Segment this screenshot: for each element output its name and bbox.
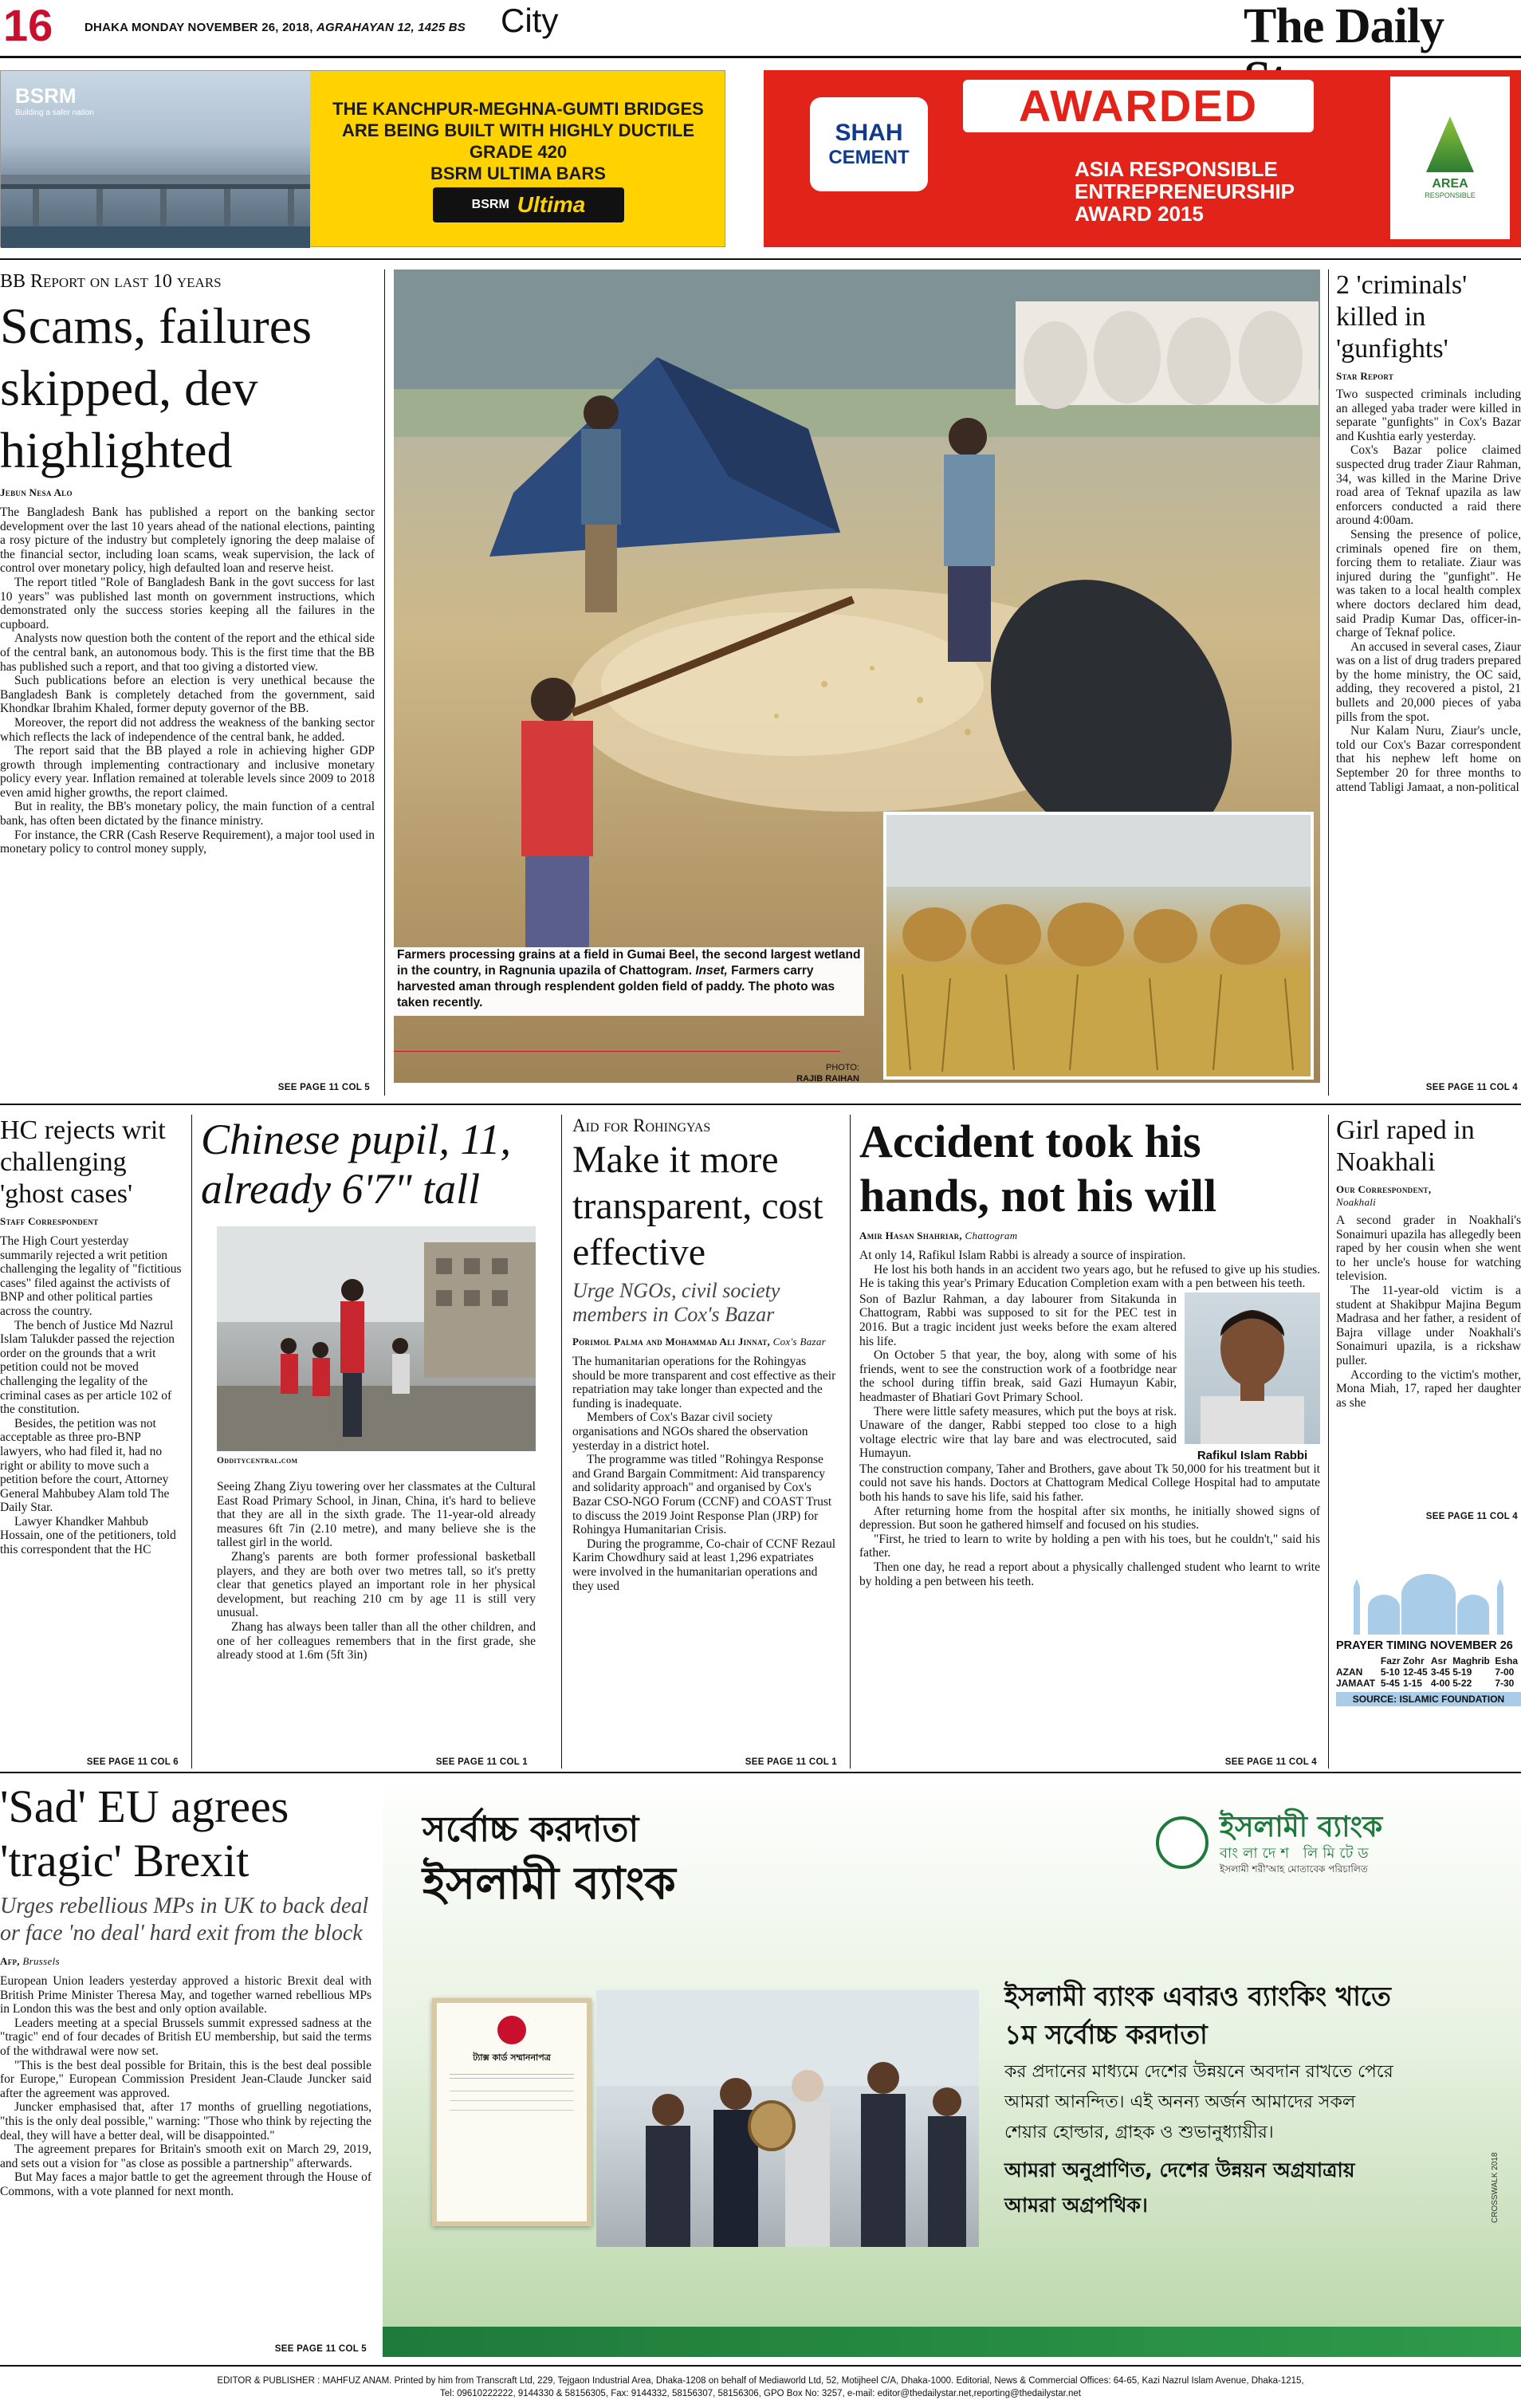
main-photo-farmers[interactable] xyxy=(394,270,1320,1083)
certificate-emblem xyxy=(497,2016,526,2044)
section-name: City xyxy=(501,2,559,39)
tax-card-certificate: ট্যাক্স কার্ড সম্মাননাপত্র xyxy=(432,1998,592,2226)
story-headline[interactable]: Make it more transparent, cost effective xyxy=(572,1139,823,1273)
portrait-illustration xyxy=(1185,1293,1320,1444)
rabbi-photo-block xyxy=(1185,1293,1320,1462)
column-rule xyxy=(191,1115,192,1769)
awarded-banner: AWARDED xyxy=(963,80,1314,132)
bsrm-ultima-logo: BSRM Ultima xyxy=(433,187,624,222)
column-rule xyxy=(1328,270,1329,1096)
award-text: ASIA RESPONSIBLE ENTREPRENEURSHIP AWARD 2015 xyxy=(1075,157,1295,226)
pupil-photo[interactable] xyxy=(217,1226,536,1451)
continued-link[interactable]: SEE PAGE 11 COL 5 xyxy=(274,2344,367,2354)
story-byline: Our Correspondent, Noakhali xyxy=(1336,1183,1432,1208)
continued-link[interactable]: SEE PAGE 11 COL 5 xyxy=(277,1083,370,1092)
shah-cement-ad[interactable] xyxy=(764,70,1521,247)
story-headline[interactable]: Accident took his hands, not his will xyxy=(859,1115,1217,1222)
continued-link[interactable]: SEE PAGE 11 COL 4 xyxy=(1224,1757,1317,1767)
mosque-icon xyxy=(1336,1563,1521,1635)
story-rohingya-aid xyxy=(572,1115,840,1767)
continued-link[interactable]: SEE PAGE 11 COL 4 xyxy=(1425,1512,1518,1521)
story-hc-writ xyxy=(0,1115,182,1767)
story-body-with-photo xyxy=(859,1293,1320,1462)
continued-link[interactable]: SEE PAGE 11 COL 4 xyxy=(1425,1083,1518,1092)
bsrm-ad[interactable] xyxy=(0,70,725,247)
header-rule xyxy=(0,56,1521,58)
prayer-col-esha: Esha xyxy=(1495,1655,1518,1666)
column-rule xyxy=(1328,1115,1329,1769)
prayer-col-maghrib: Maghrib xyxy=(1452,1655,1490,1666)
inset-photo-paddy[interactable] xyxy=(883,812,1314,1080)
story-body-top: At only 14, Rafikul Islam Rabbi is already a source of inspiration. He lost his both hands in an accident two years ago, but he refused to give up his studies. He is taking this year's Primary Education Completion exam with a pen between his teeth. xyxy=(859,1249,1320,1291)
islami-bank-ad[interactable] xyxy=(383,1776,1521,2357)
column-rule xyxy=(384,270,385,1096)
ad-title: সর্বোচ্চ করদাতা ইসলামী ব্যাংক xyxy=(422,1809,676,1910)
story-bb-report xyxy=(0,270,375,1092)
story-byline: Jebun Nesa Alo xyxy=(0,486,73,498)
story-body: Two suspected criminals including an alleged yaba trader were killed in separate "gunfights" in Cox's Bazar and Kushtia early yesterday. Cox's Bazar police claimed suspected drug trader Ziaur Rahman, 34, was killed in the Marine Drive road area of Teknaf upazila as law enforcers conducted a raid there around 4:00am. Sensing the presence of police, criminals opened fire on them, forcing them to retaliate. Ziaur was injured during the "gunfight". He was taken to a local health complex where doctors declared him dead, said Pradip Kumar Das, officer-in-charge of Teknaf police. An accused in several cases, Ziaur was on a list of drug traders prepared by the home ministry, the OC said, adding, they recovered a pistol, 21 bullets and 20,000 pieces of yaba pills from the spot. Nur Kalam Nuru, Ziaur's uncle, told our Cox's Bazar correspondent that his nephew left home on September 20 for three months to attend Tabligi Jamaat, a non-political xyxy=(1336,388,1521,794)
column-rule xyxy=(561,1115,562,1769)
masthead: The Daily xyxy=(1244,0,1444,53)
story-body: Seeing Zhang Ziyu towering over her classmates at the Cultural East Road Primary School, in Jinan, China, it's hard to believe that they are all in the sixth grade. The 11-year-old already measures 6ft 7in (2.10 metre), and many believe she is the tallest girl in the world. Zhang's parents are both former professional basketball players, and they are both over two metres tall, so it's pretty clear that genetics played an important role in her physical development, but reaching 210 cm by age 11 is still very unusual. Zhang has always been taller than all the other children, and one of her colleagues remembers that in the first grade, she already stood at 1.6m (5ft 3in) xyxy=(217,1480,536,1662)
story-byline: Afp, Brussels xyxy=(0,1955,60,1967)
story-gunfights xyxy=(1336,270,1521,1092)
prayer-col-asr: Asr xyxy=(1430,1655,1447,1666)
story-byline: Amir Hasan Shahriar, Chattogram xyxy=(859,1230,1018,1241)
story-byline: Staff Correspondent xyxy=(0,1215,99,1227)
story-headline[interactable]: Scams, failures skipped, dev highlighted xyxy=(0,297,312,478)
story-body-left: Son of Bazlur Rahman, a day labourer from Sitakunda in Chattogram, Rabbi was supposed to sit for the PEC test in 2016. But a tragic incident just weeks before the exam altered his life. On October 5 that year, the boy, along with some of his friends, went to see the construction work of a footbridge near the school during tiffin break, said Gazi Humayun Kabir, headmaster of Bhatiari Govt Primary School. There were little safety measures, which put the boys at risk. Unaware of the danger, Rabbi stepped too close to a high voltage electric wire that lay bare and was electrocuted, said Humayun. xyxy=(859,1292,1177,1461)
story-kicker: Aid for Rohingyas xyxy=(572,1115,711,1135)
imprint: EDITOR & PUBLISHER : MAHFUZ ANAM. Printed by him from Transcraft Ltd, 229, Tejgaon Industrial Area, Dhaka-1208 on behalf of Mediaworld Ltd, 52, Motijheel C/A, Dhaka-1000. Editorial, News & Commercial Offices: 64-65, Kazi Nazrul Islam Avenue, Dhaka-1215, Tel: 09610222222, 9144330 & 58156305, Fax: 9144332, 58156307, 58156306, GPO Box No: 3257, e-mail: editor@thedailystar.net,reporting@thedailystar.net xyxy=(217,2376,1304,2398)
story-subhead: Urge NGOs, civil society members in Cox's Bazar xyxy=(572,1279,780,1326)
footer-rule xyxy=(0,2365,1521,2367)
story-chinese-pupil xyxy=(201,1115,552,1767)
bsrm-ad-text: THE KANCHPUR-MEGHNA-GUMTI BRIDGES ARE BEING BUILT WITH HIGHLY DUCTILE GRADE 420 BSRM ULTIMA BARS xyxy=(332,99,704,183)
ad-rule xyxy=(0,258,1521,260)
continued-link[interactable]: SEE PAGE 11 COL 1 xyxy=(435,1757,528,1767)
area-award-logo: AREA RESPONSIBLE xyxy=(1390,77,1510,239)
ad-message: ইসলামী ব্যাংক এবারও ব্যাংকিং খাতে ১ম সর্বোচ্চ করদাতা কর প্রদানের মাধ্যমে দেশের উন্নয়নে অবদান রাখতে পেরে আমরা আনন্দিত। এই অনন্য অর্জন আমাদের সকল শেয়ার হোল্ডার, গ্রাহক ও শুভানুধ্যায়ীর। আমরা অনুপ্রাণিত, দেশের উন্নয়ন অগ্রযাত্রায় আমরা অগ্রপথিক। xyxy=(1004,1981,1393,2217)
area-logo-icon xyxy=(1426,116,1474,172)
prayer-azan-row: AZAN 5-10 12-45 3-45 5-19 7-00 xyxy=(1336,1666,1515,1678)
section-rule xyxy=(0,1772,1521,1773)
story-noakhali xyxy=(1336,1115,1521,1521)
prayer-timing-box xyxy=(1336,1563,1521,1746)
islami-bank-logo: ইসলামী ব্যাংক বাংলাদেশ লিমিটেড ইসলামী শরী'আহ মোতাবেক পরিচালিত xyxy=(1156,1810,1491,1875)
bank-emblem-icon xyxy=(1156,1816,1209,1869)
story-byline: Porimol Palma and Mohammad Ali Jinnat, Cox's Bazar xyxy=(572,1336,827,1348)
prayer-col-zohr: Zohr xyxy=(1402,1655,1425,1666)
story-body: European Union leaders yesterday approved a historic Brexit deal with British Prime Minister Theresa May, and together warned rebellious MPs in London this was the best and only option available. Leaders meeting at a special Brussels summit expressed sadness at the "tragic" end of four decades of British EU membership, but said the terms of the withdrawal were now set. "This is the best deal possible for Britain, this is the best deal possible for Europe," European Commission President Jean-Claude Juncker said after the agreement was approved. Juncker emphasised that, after 17 months of gruelling negotiations, "this is the only deal possible," warning: "Those who think by rejecting the deal, they will have a better deal, will be disappointed." The agreement prepares for Britain's smooth exit on March 29, 2019, and sets out a vision for "as close as possible a partnership" afterwards. But May faces a major battle to get the agreement through the House of Commons, with a vote planned for next month. xyxy=(0,1974,371,2198)
column-rule xyxy=(850,1115,851,1769)
page-number: 16 xyxy=(3,0,53,50)
caption-rule xyxy=(394,1051,840,1052)
prayer-table xyxy=(1336,1655,1521,1689)
bsrm-logo: BSRM Building a safer nation xyxy=(15,84,94,117)
continued-link[interactable]: SEE PAGE 11 COL 1 xyxy=(745,1757,837,1767)
story-headline[interactable]: HC rejects writ challenging 'ghost cases' xyxy=(0,1115,166,1209)
section-rule xyxy=(0,1104,1521,1105)
shah-cement-logo: SHAH CEMENT xyxy=(810,97,928,191)
photo-caption: Farmers processing grains at a field in Gumai Beel, the second largest wetland in the country, in Ragnunia upazila of Chattogram. Inset, Farmers carry harvested aman through resplendent golden field of paddy. The photo was taken recently. xyxy=(394,947,864,1016)
prayer-jamaat-row: JAMAAT 5-45 1-15 4-00 5-22 7-30 xyxy=(1336,1678,1515,1689)
school-scene xyxy=(217,1226,536,1451)
prayer-col-fazr: Fazr xyxy=(1380,1655,1401,1666)
page-header xyxy=(0,0,1521,56)
prayer-source: SOURCE: ISLAMIC FOUNDATION xyxy=(1336,1692,1521,1706)
photo-credit: PHOTO: RAJIB RAIHAN xyxy=(796,1063,859,1084)
prayer-title: PRAYER TIMING NOVEMBER 26 xyxy=(1336,1639,1513,1652)
story-body: The humanitarian operations for the Rohingyas should be more transparent and cost effective as their repatriation may take longer than expected and the funding is inadequate. Members of Cox's Bazar civil society organisations and NGOs shared the observation yesterday in a district hotel. The programme was titled "Rohingya Response and Grand Bargain Commitment: Aid transparency and solidarity approach" and organised by Cox's Bazar CSO-NGO Forum (CCNF) and COAST Trust to discuss the 2019 Joint Response Plan (JRP) for Rohingya Humanitarian Crisis. During the programme, Co-chair of CCNF Rezaul Karim Chowdhury said at least 1,296 expatriates were involved in the humanitarian operations and they used xyxy=(572,1355,836,1593)
story-body: The Bangladesh Bank has published a report on the banking sector development over the last 10 years ahead of the national elections, painting a rosy picture of the industry but completely ignoring the deep malaise of the financial sector, including loan scams, weak supervision, the lack of control over monetary policy, high defaulted loan and reserve heist. The report titled "Role of Bangladesh Bank in the govt success for last 10 years" was published last month on government instructions, which demonstrated only the success stories keeping all the failures in the cupboard. Analysts now question both the content of the report and the ethical side of the central bank, an autonomous body. This is the first time that the BB has published such a report, and that too giving a distorted view. Such publications before an election is very unethical because the Bangladesh Bank is completely detached from the government, said Khondkar Ibrahim Khaled, former deputy governor of the BB. Moreover, the report did not address the weakness of the banking sector which reflects the lack of independence of the central bank, he added. The report said that the BB played a role in achieving higher GDP growth through implementing contractionary and inclusive monetary policy every year. Inflation remained at tolerable levels since 2009 to 2018 even amid higher growths, the report claimed. But in reality, the BB's monetary policy, the main function of a central bank, has often been dictated by the finance ministry. For instance, the CRR (Cash Reserve Requirement), a major tool used in monetary policy to control money supply, xyxy=(0,506,375,856)
paddy-scene xyxy=(886,815,1311,1076)
story-kicker: BB Report on last 10 years xyxy=(0,271,222,292)
story-headline[interactable]: Chinese pupil, 11, already 6'7" tall xyxy=(201,1115,511,1213)
story-body-bottom: The construction company, Taher and Brothers, gave about Tk 50,000 for his treatment but it could not save his hands. Doctors at Chattogram Medical College Hospital had to amputate both his hands to save his life, said his father. After returning home from the hospital after six months, he initially showed signs of depression. But soon he gathered himself and focused on his studies. "First, he tried to learn to write by holding a pen with his toes, but he couldn't," said his father. Then one day, he read a report about a physically challenged student who learnt to write by holding a pen between his teeth. xyxy=(859,1462,1320,1588)
story-accident xyxy=(859,1115,1320,1767)
story-headline[interactable]: 2 'criminals' killed in 'gunfights' xyxy=(1336,270,1468,364)
story-byline: Star Report xyxy=(1336,370,1394,382)
story-brexit xyxy=(0,1780,371,2354)
photo-credit: Odditycentral.com xyxy=(217,1456,298,1466)
prayer-header-row xyxy=(1336,1655,1521,1666)
story-headline[interactable]: 'Sad' EU agrees 'tragic' Brexit xyxy=(0,1780,289,1887)
dateline: DHAKA MONDAY NOVEMBER 26, 2018, AGRAHAYAN 12, 1425 BS xyxy=(84,21,466,34)
story-body: The High Court yesterday summarily rejected a writ petition challenging the legality of "fictitious cases" filed against the activists of BNP and other political parties across the country. The bench of Justice Md Nazrul Islam Talukder passed the rejection order on the grounds that a writ petition could not be moved challenging the legality of the criminal cases as per article 102 of the constitution. Besides, the petition was not acceptable as three pro-BNP lawyers, who had filed it, had no right or ability to move such a petition before the court, Attorney General Mahbubey Alam told The Daily Star. Lawyer Khandker Mahbub Hossain, one of the petitioners, told this correspondent that the HC xyxy=(0,1234,182,1557)
photo-caption: Rafikul Islam Rabbi xyxy=(1197,1448,1308,1462)
story-subhead: Urges rebellious MPs in UK to back deal or face 'no deal' hard exit from the block xyxy=(0,1894,369,1946)
continued-link[interactable]: SEE PAGE 11 COL 6 xyxy=(86,1757,179,1767)
bridge-photo xyxy=(1,71,310,248)
ad-bottom-band xyxy=(383,2327,1521,2357)
ceremony-illustration xyxy=(596,1990,979,2247)
story-headline[interactable]: Girl raped in Noakhali xyxy=(1336,1115,1475,1177)
story-body: A second grader in Noakhali's Sonaimuri upazila has allegedly been raped by her cousin when she went to her uncle's house for watching television. The 11-year-old victim is a student at Shakibpur Majina Begum Madrasa and her father, a resident of Bajra village under Noakhali's Sonaimuri upazila, is a rickshaw puller. According to the victim's mother, Mona Miah, 17, raped her daughter as she xyxy=(1336,1214,1521,1410)
ad-credit: CROSSWALK 2018 xyxy=(1491,2152,1499,2223)
award-ceremony-photo xyxy=(596,1990,979,2247)
rabbi-photo[interactable] xyxy=(1185,1293,1320,1444)
